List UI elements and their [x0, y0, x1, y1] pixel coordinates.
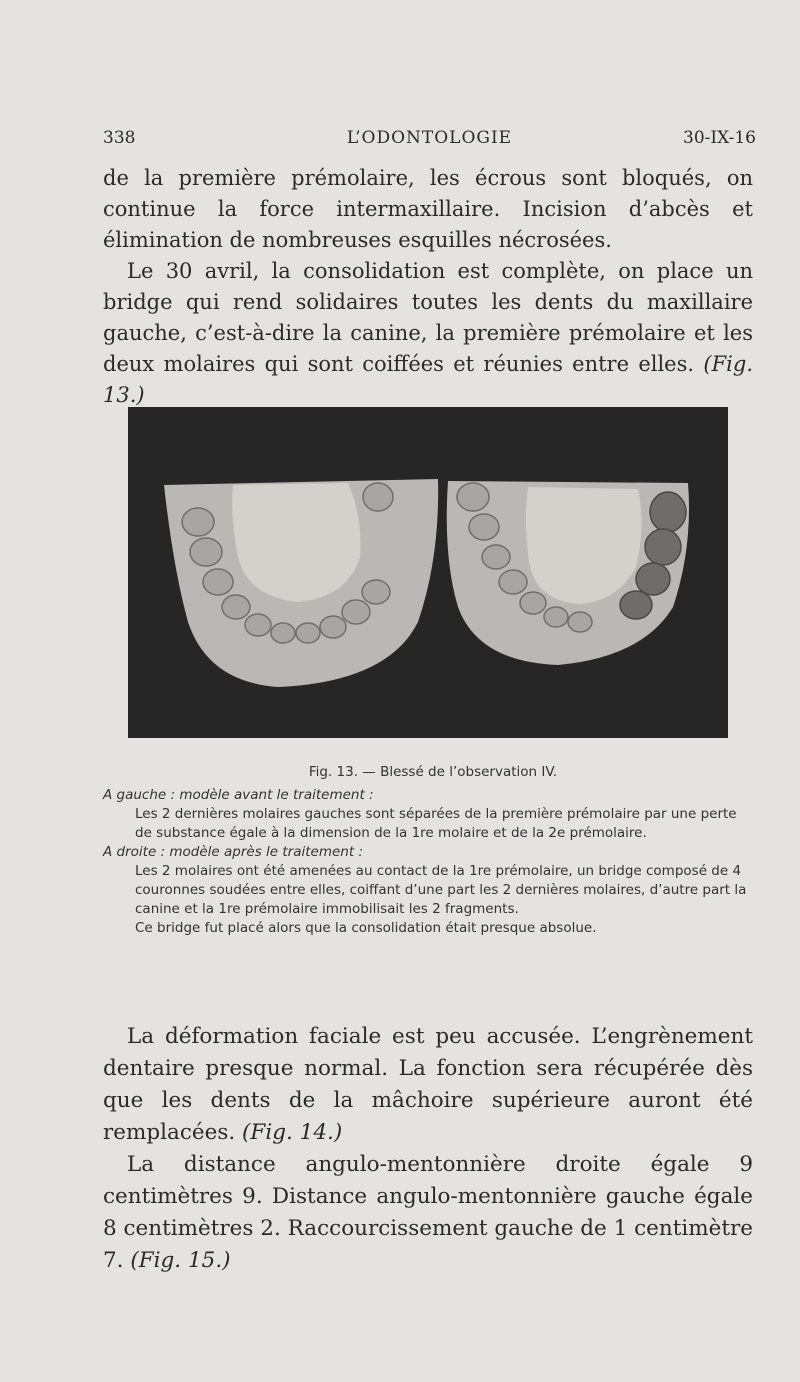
- issue-date: 30-IX-16: [683, 128, 756, 148]
- journal-title: L’ODONTOLOGIE: [346, 128, 513, 148]
- figure-reference-14: (Fig. 14.): [242, 1120, 343, 1145]
- figure-caption: [103, 763, 763, 938]
- figure-photograph: [128, 407, 728, 738]
- figure-reference-15: (Fig. 15.): [130, 1248, 231, 1273]
- paragraph-distance: [103, 1149, 753, 1277]
- running-header: [103, 128, 756, 152]
- caption-title: Fig. 13. — Blessé de l’observation IV.: [308, 764, 558, 780]
- paragraph-continuation: de la première prémolaire, les écrous sont bloqués, on continue la force intermaxillaire. Incision d’abcès et élimination de nombreuses esquilles nécrosées.: [103, 166, 753, 252]
- paragraph-distance-text: La distance angulo-mentonnière droite égale 9 centimètres 9. Distance angulo-mentonnière gauche égale 8 centimètres 2. Raccourcissement gauche de 1 centimètre 7.: [103, 1152, 753, 1273]
- paragraph-deformation-text: La déformation faciale est peu accusée. L’engrènement dentaire presque normal. La fonction sera récupérée dès que les dents de la mâchoire supérieure auront été remplacées.: [103, 1024, 753, 1145]
- caption-left-text: Les 2 dernières molaires gauches sont séparées de la première prémolaire par une perte de substance égale à la dimension de la 1re molaire et de la 2e prémolaire.: [135, 806, 737, 841]
- caption-closing-text: Ce bridge fut placé alors que la consolidation était presque absolue.: [135, 920, 597, 936]
- figure-reference: (Fig. 13.): [103, 352, 753, 407]
- caption-right-text: Les 2 molaires ont été amenées au contact de la 1re prémolaire, un bridge composé de 4 couronnes soudées entre elles, coiffant d’une part les 2 dernières molaires, d’autre part la canine et la 1re prémolaire immobilisait les 2 fragments.: [135, 863, 747, 917]
- bottom-text-block: [103, 1021, 753, 1277]
- paragraph-deformation: [103, 1021, 753, 1149]
- caption-left-heading: A gauche : modèle avant le traitement :: [103, 787, 374, 803]
- paragraph-bridge: [103, 256, 753, 411]
- dental-casts-photo: [128, 407, 728, 738]
- caption-right-heading: A droite : modèle après le traitement :: [103, 844, 364, 860]
- top-text-block: [103, 163, 753, 411]
- paragraph-bridge-text: Le 30 avril, la consolidation est complète, on place un bridge qui rend solidaires toutes les dents du maxillaire gauche, c’est-à-dire la canine, la première prémolaire et les deux molaires qui sont coiffées et réunies entre elles.: [103, 259, 753, 376]
- page-number: 338: [103, 128, 136, 148]
